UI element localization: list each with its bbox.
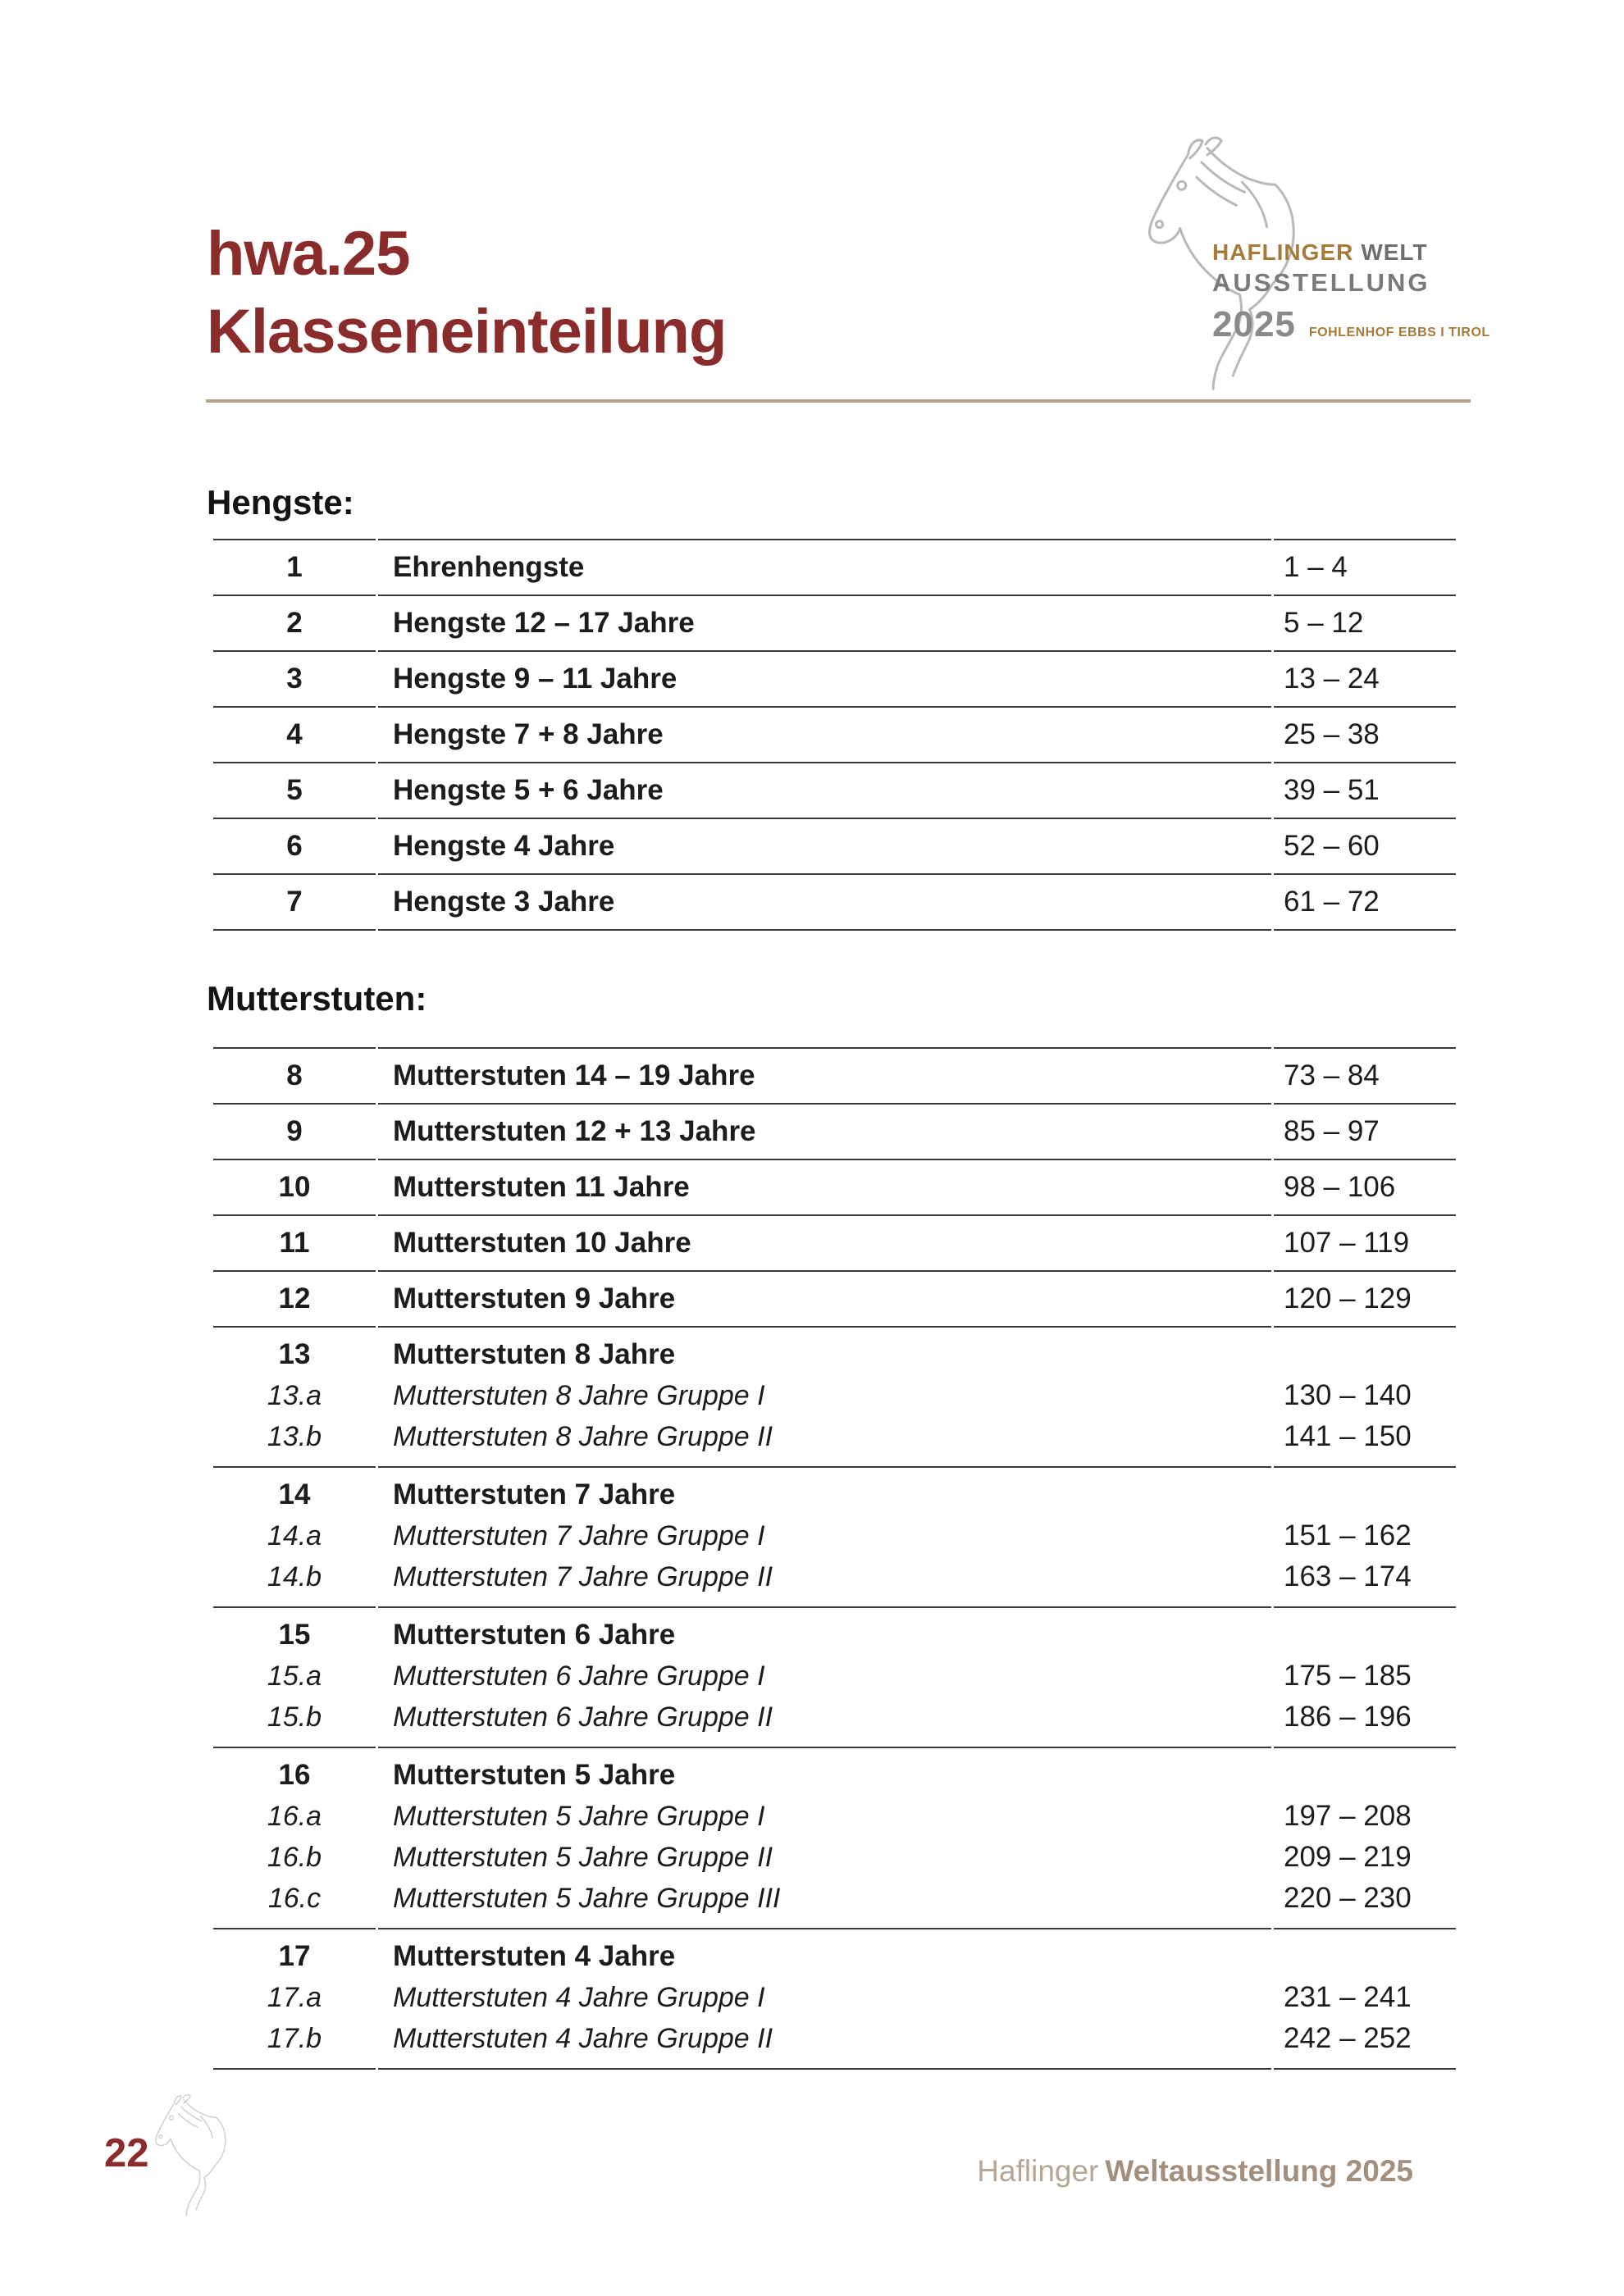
class-name-cell	[378, 1466, 1271, 1606]
footer-brand-bold: Weltausstellung 2025	[1105, 2154, 1413, 2188]
catalog-range	[1284, 1755, 1455, 1796]
subclass-name: Mutterstuten 8 Jahre Gruppe I	[393, 1380, 765, 1411]
class-name-cell: Mutterstuten 11 Jahre	[378, 1159, 1271, 1214]
class-number-cell: 7	[213, 873, 376, 929]
table-row	[213, 1466, 1456, 1606]
class-number-cell	[213, 1928, 376, 2068]
class-name-cell	[378, 1747, 1271, 1928]
footer-brand	[977, 2154, 1413, 2189]
class-number: 14	[278, 1478, 311, 1510]
table-row	[213, 1326, 1456, 1466]
subclass-name: Mutterstuten 4 Jahre Gruppe I	[393, 1982, 765, 2013]
class-name-cell: Mutterstuten 9 Jahre	[378, 1270, 1271, 1326]
page-title-line2: Klasseneinteilung	[207, 297, 727, 367]
subclass-number: 13.b	[267, 1421, 322, 1452]
class-number-cell: 2	[213, 594, 376, 650]
class-number-cell: 11	[213, 1214, 376, 1270]
subclass-name: Mutterstuten 5 Jahre Gruppe II	[393, 1842, 773, 1873]
class-name-cell: Hengste 12 – 17 Jahre	[378, 594, 1271, 650]
page-title-line1: hwa.25	[207, 219, 410, 289]
catalog-range-cell: 52 – 60	[1274, 818, 1456, 873]
catalog-range-cell: 120 – 129	[1274, 1270, 1456, 1326]
class-name-cell	[378, 1928, 1271, 2068]
catalog-range-cell	[1274, 1606, 1456, 1747]
table-hengste	[211, 539, 1458, 931]
table-row	[213, 1747, 1456, 1928]
table-row	[213, 873, 1456, 929]
catalog-range	[1284, 1334, 1455, 1375]
table-row	[213, 1047, 1456, 1103]
logo-line-1	[1212, 239, 1490, 266]
class-name-cell	[378, 1326, 1271, 1466]
class-number: 15	[278, 1619, 311, 1651]
catalog-range-cell: 13 – 24	[1274, 650, 1456, 706]
class-number-cell: 4	[213, 706, 376, 762]
class-name-cell: Hengste 4 Jahre	[378, 818, 1271, 873]
catalog-range-cell: 98 – 106	[1274, 1159, 1456, 1214]
table-bottom-border-segment	[378, 929, 1271, 931]
subclass-name: Mutterstuten 5 Jahre Gruppe I	[393, 1801, 765, 1832]
catalog-range-cell	[1274, 1326, 1456, 1466]
table-bottom-border-segment	[378, 2068, 1271, 2070]
catalog-range: 130 – 140	[1284, 1379, 1412, 1411]
subclass-number: 15.a	[267, 1660, 322, 1692]
subclass-name: Mutterstuten 5 Jahre Gruppe III	[393, 1883, 781, 1914]
catalog-range: 175 – 185	[1284, 1660, 1412, 1692]
catalog-range	[1284, 1936, 1455, 1977]
logo-line-3	[1212, 304, 1490, 345]
catalog-range: 220 – 230	[1284, 1882, 1412, 1914]
class-number-cell	[213, 1326, 376, 1466]
class-number: 16	[278, 1759, 311, 1791]
class-name-cell: Mutterstuten 12 + 13 Jahre	[378, 1103, 1271, 1159]
subclass-number: 16.c	[267, 1883, 322, 1914]
table-row	[213, 1159, 1456, 1214]
logo-word-haflinger: HAFLINGER	[1212, 239, 1354, 265]
catalog-range-cell: 39 – 51	[1274, 762, 1456, 818]
class-name-cell: Hengste 5 + 6 Jahre	[378, 762, 1271, 818]
class-number-cell	[213, 1466, 376, 1606]
table-bottom-border-segment	[213, 2068, 376, 2070]
class-number-cell: 8	[213, 1047, 376, 1103]
class-name-cell: Ehrenhengste	[378, 539, 1271, 594]
catalog-range: 231 – 241	[1284, 1981, 1412, 2013]
table-bottom-border-segment	[1274, 2068, 1456, 2070]
subclass-number: 13.a	[267, 1380, 322, 1411]
catalog-range-cell: 107 – 119	[1274, 1214, 1456, 1270]
catalog-range: 151 – 162	[1284, 1519, 1412, 1551]
class-name-cell	[378, 1606, 1271, 1747]
table-bottom-border-segment	[1274, 929, 1456, 931]
class-number-cell: 12	[213, 1270, 376, 1326]
subclass-number: 14.a	[267, 1520, 322, 1551]
catalog-range-cell: 73 – 84	[1274, 1047, 1456, 1103]
subclass-number: 17.a	[267, 1982, 322, 2013]
catalog-range: 186 – 196	[1284, 1701, 1412, 1733]
logo-venue: FOHLENHOF EBBS I TIROL	[1308, 326, 1490, 339]
class-name: Mutterstuten 8 Jahre	[393, 1338, 676, 1370]
table-bottom-border-segment	[213, 929, 376, 931]
catalog-range-cell: 61 – 72	[1274, 873, 1456, 929]
section-heading-hengste: Hengste:	[207, 483, 354, 522]
table-row	[213, 1928, 1456, 2068]
class-name-cell: Hengste 7 + 8 Jahre	[378, 706, 1271, 762]
class-name: Mutterstuten 4 Jahre	[393, 1940, 676, 1972]
catalog-range-cell: 25 – 38	[1274, 706, 1456, 762]
catalog-range-cell	[1274, 1747, 1456, 1928]
class-name: Mutterstuten 6 Jahre	[393, 1619, 676, 1651]
subclass-number: 17.b	[267, 2023, 322, 2054]
class-name-cell: Mutterstuten 14 – 19 Jahre	[378, 1047, 1271, 1103]
subclass-number: 16.a	[267, 1801, 322, 1832]
class-name-cell: Hengste 3 Jahre	[378, 873, 1271, 929]
header-divider	[206, 399, 1471, 403]
table-bottom-border	[213, 2068, 1456, 2070]
table-row	[213, 650, 1456, 706]
class-number-cell: 1	[213, 539, 376, 594]
table-row	[213, 762, 1456, 818]
subclass-name: Mutterstuten 6 Jahre Gruppe II	[393, 1702, 773, 1733]
subclass-name: Mutterstuten 4 Jahre Gruppe II	[393, 2023, 773, 2054]
class-number: 13	[278, 1338, 311, 1370]
table-row	[213, 1270, 1456, 1326]
page-number: 22	[104, 2131, 149, 2175]
class-number-cell: 3	[213, 650, 376, 706]
class-number-cell	[213, 1606, 376, 1747]
logo-word-welt: WELT	[1361, 239, 1428, 265]
catalog-range: 197 – 208	[1284, 1800, 1412, 1832]
table-bottom-border	[213, 929, 1456, 931]
subclass-number: 14.b	[267, 1561, 322, 1592]
table-row	[213, 818, 1456, 873]
footer-brand-light: Haflinger	[977, 2154, 1099, 2188]
catalog-range-cell	[1274, 1928, 1456, 2068]
class-number: 17	[278, 1940, 311, 1972]
table-row	[213, 1606, 1456, 1747]
logo-year: 2025	[1212, 304, 1296, 344]
footer-horse-icon	[136, 2093, 228, 2217]
catalog-range: 242 – 252	[1284, 2022, 1412, 2054]
catalog-range-cell: 1 – 4	[1274, 539, 1456, 594]
catalog-range: 163 – 174	[1284, 1560, 1412, 1592]
class-name-cell: Mutterstuten 10 Jahre	[378, 1214, 1271, 1270]
class-name: Mutterstuten 7 Jahre	[393, 1478, 676, 1510]
class-number-cell: 6	[213, 818, 376, 873]
table-row	[213, 594, 1456, 650]
table-row	[213, 1103, 1456, 1159]
page-title	[207, 215, 726, 371]
logo-word-ausstellung: AUSSTELLUNG	[1212, 268, 1430, 297]
subclass-name: Mutterstuten 7 Jahre Gruppe II	[393, 1561, 773, 1592]
section-heading-mutterstuten: Mutterstuten:	[207, 979, 427, 1018]
table-row	[213, 1214, 1456, 1270]
subclass-name: Mutterstuten 8 Jahre Gruppe II	[393, 1421, 773, 1452]
event-logo	[1109, 131, 1490, 402]
subclass-name: Mutterstuten 7 Jahre Gruppe I	[393, 1520, 765, 1551]
subclass-number: 16.b	[267, 1842, 322, 1873]
table-row	[213, 539, 1456, 594]
catalog-range-cell	[1274, 1466, 1456, 1606]
subclass-name: Mutterstuten 6 Jahre Gruppe I	[393, 1660, 765, 1692]
class-number-cell: 9	[213, 1103, 376, 1159]
class-name-cell: Hengste 9 – 11 Jahre	[378, 650, 1271, 706]
table-row	[213, 706, 1456, 762]
class-name: Mutterstuten 5 Jahre	[393, 1759, 676, 1791]
class-number-cell: 10	[213, 1159, 376, 1214]
catalog-range: 141 – 150	[1284, 1420, 1412, 1452]
class-number-cell: 5	[213, 762, 376, 818]
table-mutterstuten	[211, 1047, 1458, 2070]
catalog-range	[1284, 1615, 1455, 1656]
catalog-range: 209 – 219	[1284, 1841, 1412, 1873]
catalog-range-cell: 85 – 97	[1274, 1103, 1456, 1159]
catalog-range-cell: 5 – 12	[1274, 594, 1456, 650]
subclass-number: 15.b	[267, 1702, 322, 1733]
class-number-cell	[213, 1747, 376, 1928]
event-logo-text	[1212, 239, 1490, 345]
catalog-range	[1284, 1474, 1455, 1515]
